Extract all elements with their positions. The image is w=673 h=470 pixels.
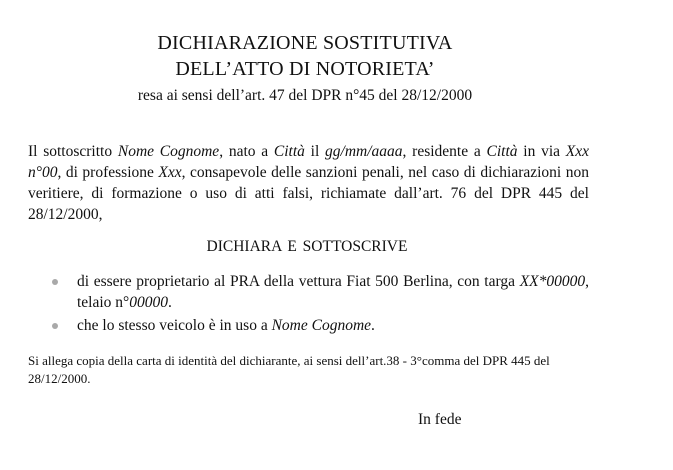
bullet-icon: [52, 323, 58, 329]
profession: Xxx: [158, 164, 182, 181]
intro-text: , residente a: [402, 143, 487, 160]
document-title-line1: DICHIARAZIONE SOSTITUTIVA: [157, 32, 453, 54]
bullet-text: , telaio n°: [77, 273, 589, 311]
residence-city: Città: [486, 143, 518, 160]
intro-text: , consapevole delle sanzioni penali, nel caso di dichiarazioni non veritiere, di formazione o uso di atti falsi, richiamate dall’art. 76 del DPR 445 del 28/12/2000,: [28, 164, 589, 223]
vehicle-user-name: Nome Cognome: [271, 317, 372, 334]
declaration-heading: DICHIARA E SOTTOSCRIVE: [206, 238, 408, 255]
bullet-text: che lo stesso veicolo è in uso a: [77, 317, 272, 334]
attachment-note: Si allega copia della carta di identità del dichiarante, ai sensi dell’art.38 - 3°comma del DPR 445 del 28/12/2000.: [28, 353, 550, 386]
list-item: [28, 315, 589, 336]
street-address: Xxx n°00: [28, 143, 589, 181]
declaration-paragraph: [28, 141, 589, 225]
intro-text: il: [304, 143, 326, 160]
bullet-text: .: [168, 294, 172, 311]
document-subtitle: resa ai sensi dell’art. 47 del DPR n°45 del 28/12/2000: [137, 87, 473, 104]
declarant-name: Nome Cognome: [117, 143, 220, 160]
document-title-line2: DELL’ATTO DI NOTORIETA’: [175, 58, 435, 80]
birth-date: gg/mm/aaaa: [325, 143, 403, 160]
intro-text: , nato a: [219, 143, 274, 160]
birth-city: Città: [273, 143, 305, 160]
bullet-text: di essere proprietario al PRA della vettura Fiat 500 Berlina, con targa: [77, 273, 520, 290]
license-plate: XX*00000: [519, 273, 586, 290]
bullet-text: .: [371, 317, 375, 334]
chassis-number: 00000: [129, 294, 169, 311]
declaration-list: [28, 271, 589, 338]
bullet-icon: [52, 279, 58, 285]
intro-text: Il sottoscritto: [28, 143, 118, 160]
intro-text: in via: [517, 143, 566, 160]
list-item: [28, 271, 589, 313]
intro-text: , di professione: [57, 164, 159, 181]
signature-line: In fede: [418, 411, 462, 428]
